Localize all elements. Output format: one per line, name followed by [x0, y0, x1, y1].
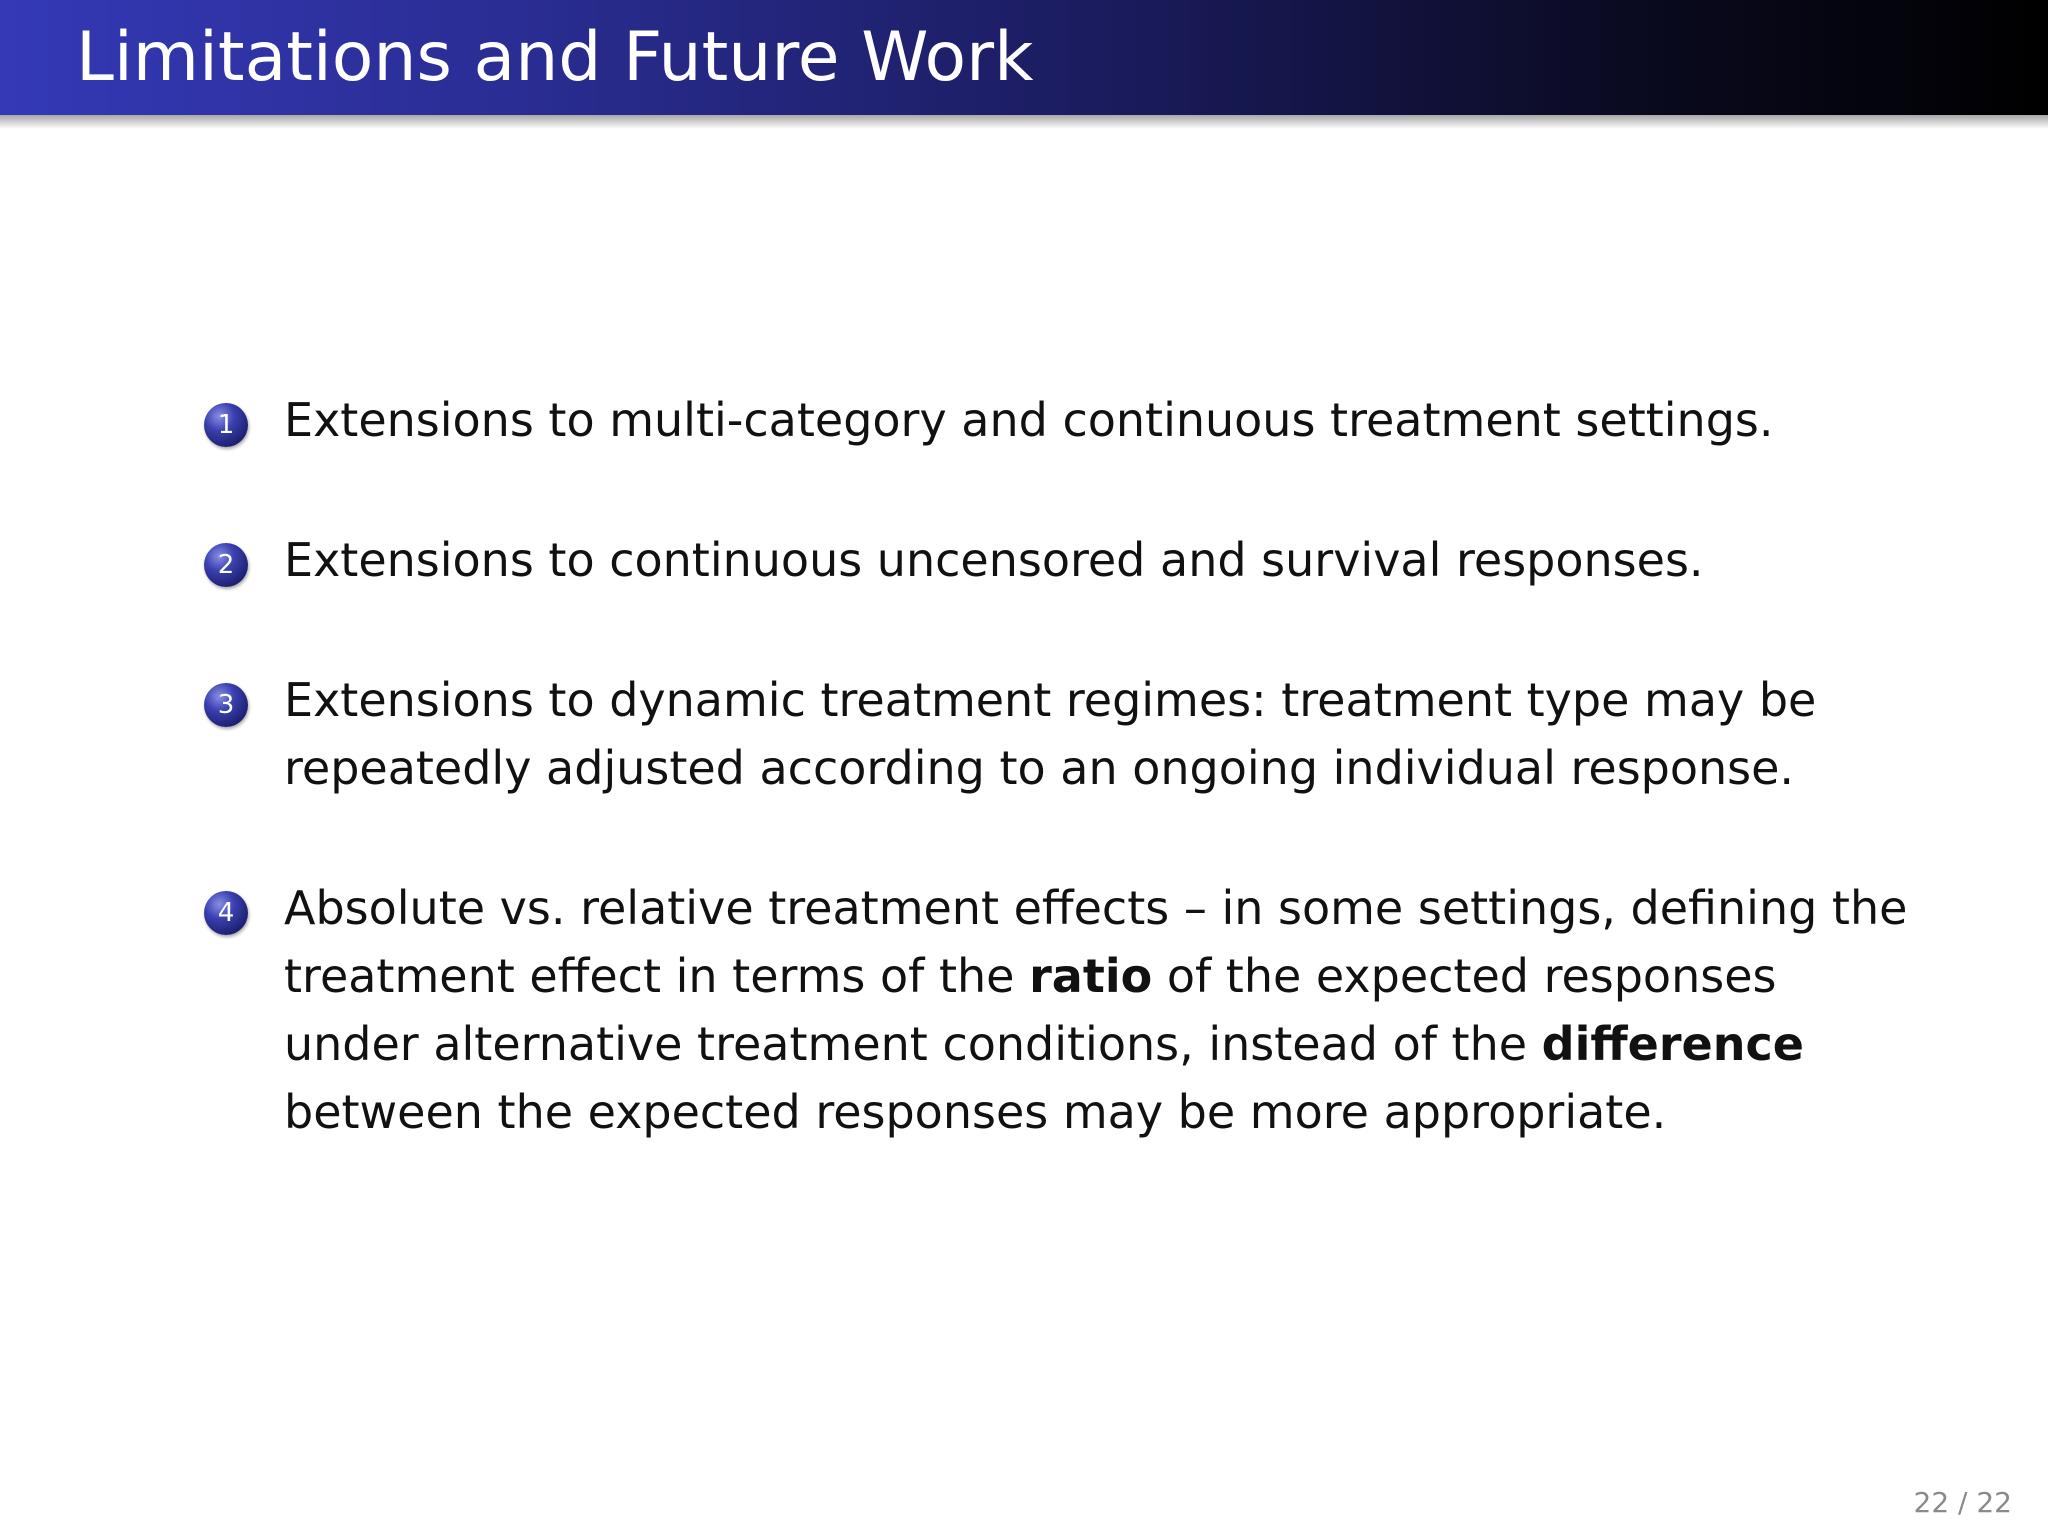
enumeration-ball-icon: 3 — [204, 683, 248, 727]
enumerated-list — [200, 386, 1920, 1146]
list-item-text: Extensions to multi-category and continuous treatment settings. — [284, 393, 1774, 447]
title-bar-shadow — [0, 115, 2048, 129]
slide-title: Limitations and Future Work — [76, 18, 1034, 97]
list-item — [200, 874, 1920, 1146]
enumeration-ball-icon: 2 — [204, 543, 248, 587]
text-segment: of the expected responses under alternative treatment conditions, instead of the — [284, 949, 1777, 1071]
list-item — [200, 666, 1920, 802]
text-segment: between the expected responses may be more appropriate. — [284, 1085, 1667, 1139]
title-bar — [0, 0, 2048, 115]
enumeration-ball-icon: 4 — [204, 891, 248, 935]
list-item — [200, 386, 1920, 454]
list-item — [200, 526, 1920, 594]
text-segment: Absolute vs. relative treatment effects – in some settings, defining the treatment effect in terms of the — [284, 881, 1908, 1003]
list-item-text: Extensions to continuous uncensored and survival responses. — [284, 533, 1704, 587]
enumeration-ball-icon: 1 — [204, 403, 248, 447]
page-number: 22 / 22 — [1913, 1486, 2012, 1519]
list-item-text — [284, 874, 1920, 1146]
bold-term-ratio: ratio — [1029, 949, 1153, 1003]
list-item-text: Extensions to dynamic treatment regimes: treatment type may be repeatedly adjusted according to an ongoing individual response. — [284, 673, 1817, 795]
bold-term-difference: difference — [1541, 1017, 1804, 1071]
